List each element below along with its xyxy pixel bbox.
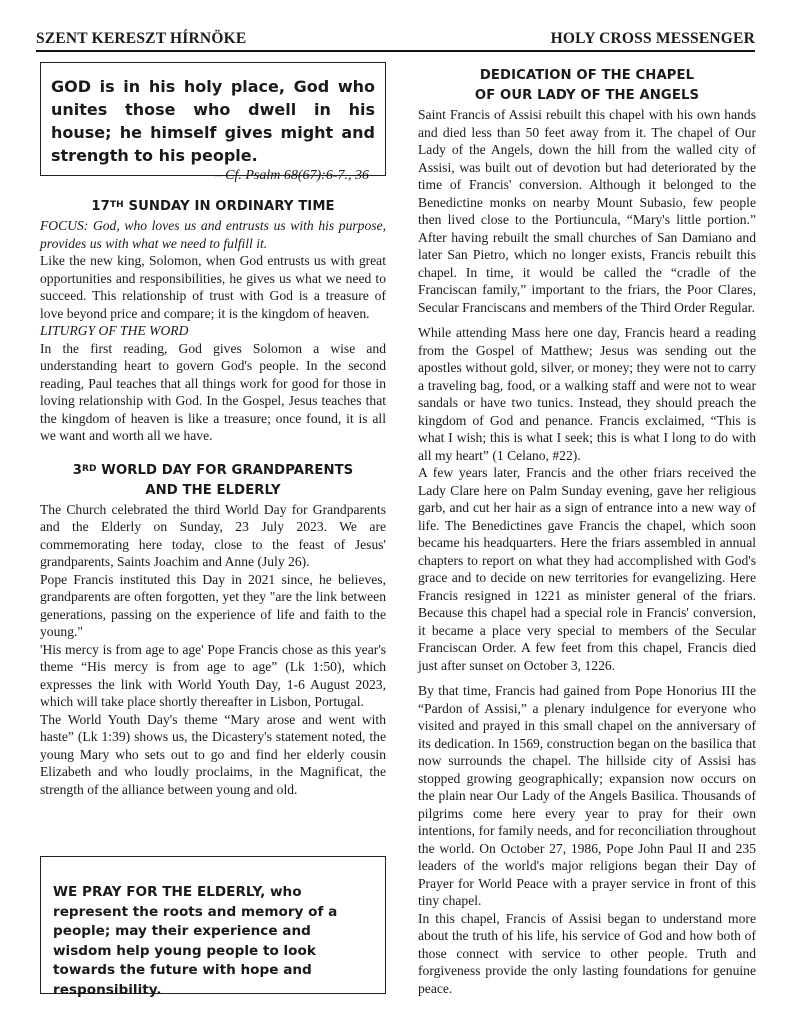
prayer-box xyxy=(40,856,386,998)
grandparents-heading-rest: WORLD DAY FOR GRANDPARENTS xyxy=(96,462,354,478)
sunday-heading-rest: SUNDAY IN ORDINARY TIME xyxy=(123,199,335,214)
chapel-heading xyxy=(418,66,756,106)
liturgy-label: LITURGY OF THE WORD xyxy=(40,323,189,338)
header-left-title: SZENT KERESZT HÍRNÖKE xyxy=(36,30,247,47)
scripture-quote-text: GOD is in his holy place, God who unites those who dwell in his house; he himself gives might and strength to his people. xyxy=(51,77,375,165)
scripture-quote-box xyxy=(40,62,386,183)
grandparents-paragraph-4: The World Youth Day's theme “Mary arose and went with haste” (Lk 1:39) shows us, the Dicastery's statement noted, the young Mary who sets out to go and find her elderly cousin Elizabeth and who loudly proclaims, in the Magnificat, the strength of the alliance between young and old. xyxy=(40,711,386,797)
header-right-title: HOLY CROSS MESSENGER xyxy=(550,30,755,47)
grandparents-paragraph-1: The Church celebrated the third World Day for Grandparents and the Elderly on Sunday, 23 July 2023. We are commemorating here today, close to the feast of Jesus' grandparents, Saints Joachim and Anne (July 26). xyxy=(40,501,386,569)
left-column xyxy=(40,62,386,798)
grandparents-paragraph-3: 'His mercy is from age to age' Pope Francis chose as this year's theme “His mercy is from age to age” (Lk 1:50), which expresses the link with World Youth Day, 1-6 August 2023, which will take place shortly thereafter in Lisbon, Portugal. xyxy=(40,641,386,709)
grandparents-heading-line2: AND THE ELDERLY xyxy=(145,482,281,498)
chapel-heading-line1: DEDICATION OF THE CHAPEL xyxy=(479,68,695,83)
scripture-citation: – Cf. Psalm 68(67):6-7., 36 xyxy=(214,168,369,183)
page-header xyxy=(36,28,755,52)
sunday-heading xyxy=(40,195,386,217)
grandparents-heading xyxy=(40,459,386,501)
chapel-paragraph-2: While attending Mass here one day, Francis heard a reading from the Gospel of Matthew; Jesus was sending out the apostles without gold, silver, or money; they were not to carry a traveling bag, food, or a walking staff and were not to wear sandals or have two tunics. Instead, they should preach the kingdom of God and penance. Francis exclaimed, “This is what I wish; this is what I seek; this is what I long to do with all my heart” (1 Celano, #22). xyxy=(418,325,756,463)
chapel-paragraph-5: In this chapel, Francis of Assisi began to understand more about the truth of his life, his service of God and how both of those connect with service to other people. Truth and forgiveness provide the only lasting foundations for genuine peace. xyxy=(418,910,756,996)
grandparents-heading-sup: RD xyxy=(82,463,97,474)
prayer-text: WE PRAY FOR THE ELDERLY, who represent the roots and memory of a people; may their experience and wisdom help young people to look towards the future with hope and responsibility. xyxy=(53,884,338,998)
chapel-paragraph-1: Saint Francis of Assisi rebuilt this chapel with his own hands and died less than 50 feet away from it. The chapel of Our Lady of the Angels, down the hill from the walled city of Assisi, was built out of devotion but had deteriorated by the time of Francis' conversion. Although it belonged to the Benedictine monks on nearby Mount Subasio, few people then lived close to the Portiuncula, “Mary's little portion.” After having rebuilt the small churches of San Damiano and later San Pietro, which no longer exists, Francis rebuilt this chapel. In time, it would be called the “cradle of the Franciscan family,” important to the friars, the Poor Clares, Secular Franciscans and members of the Third Order Regular. xyxy=(418,107,756,315)
chapel-paragraph-4: By that time, Francis had gained from Pope Honorius III the “Pardon of Assisi,” a plenary indulgence for everyone who visited and prayed in this small chapel on the anniversary of its dedication. In 1569, construction began on the basilica that now surrounds the chapel. The hillside city of Assisi has stopped growing geographically; expansion now occurs on the plain near Our Lady of the Angels Basilica. Thousands of pilgrims come here every year to pray for their own intentions, for family needs, and for reconciliation throughout the world. On October 27, 1986, Pope John Paul II and 235 leaders of the world's major religions began their Day of Prayer for World Peace with a prayer service in front of this tiny chapel. xyxy=(418,683,756,908)
sunday-focus: FOCUS: God, who loves us and entrusts us with his purpose, provides us with what we need to fulfill it. xyxy=(40,218,386,251)
right-column xyxy=(418,62,756,997)
grandparents-paragraph-2: Pope Francis instituted this Day in 2021 since, he believes, grandparents are often forgotten, yet they "are the link between generations, passing on the experience of life and faith to the young." xyxy=(40,571,386,639)
sunday-heading-num: 17 xyxy=(91,199,110,214)
grandparents-heading-num: 3 xyxy=(72,462,82,478)
sunday-paragraph-2: In the first reading, God gives Solomon a wise and understanding heart to govern God's people. In the second reading, Paul teaches that all things work for good for those in loving relationship with God. In the Gospel, Jesus teaches that the kingdom of heaven is like a treasure; once found, it is all we want and worth all we have. xyxy=(40,340,386,443)
sunday-heading-sup: TH xyxy=(109,200,124,210)
chapel-paragraph-3: A few years later, Francis and the other friars received the Lady Clare here on Palm Sunday evening, gave her religious garb, and cut her hair as a sign of entrance into a new way of life. The Benedictines gave Francis the chapel, which soon became his headquarters. Here the friars assembled in annual chapters to report on what they had accomplished with God's grace and to decide on new territories for evangelizing. Here Francis resigned in 1221 as minister general of the friars. Because this chapel had a special role in Francis' conversion, it became a place very special to members of the Secular Franciscan Order. A few feet from this chapel, Francis died just after sunset on October 3, 1226. xyxy=(418,465,756,673)
sunday-paragraph-1: Like the new king, Solomon, when God entrusts us with great opportunities and responsibilities, he gives us what we need to succeed. This relationship of trust with God is a treasure of love beyond price and compare; it is the kingdom of heaven. xyxy=(40,253,386,321)
chapel-heading-line2: OF OUR LADY OF THE ANGELS xyxy=(474,88,700,103)
